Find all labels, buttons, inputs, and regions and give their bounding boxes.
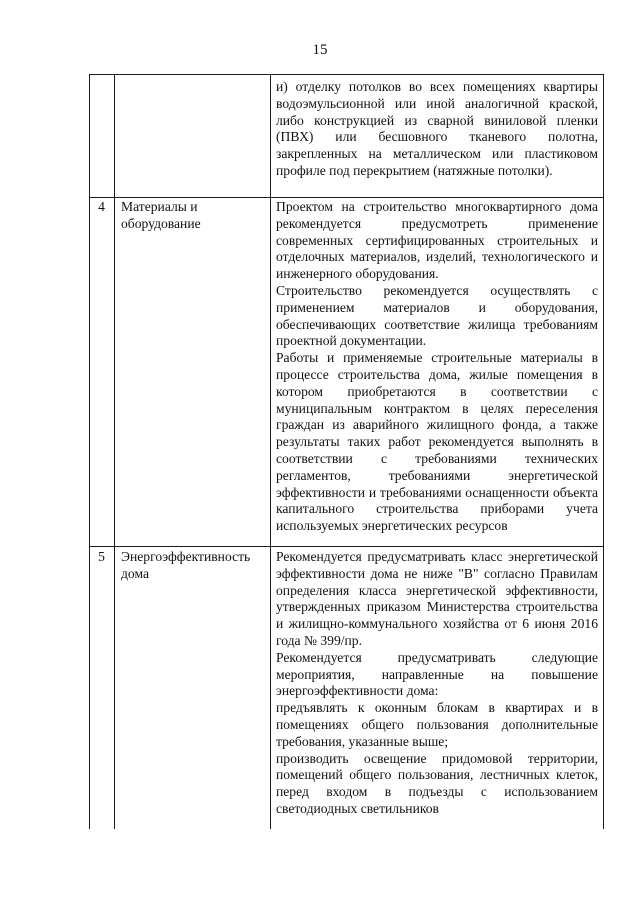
row-paragraph: предъявлять к оконным блокам в квартирах и в помещениях общего пользования дополнительные требования, указанные выше; [276, 700, 598, 749]
row-name: Материалы и оборудование [121, 199, 201, 231]
table-row [276, 199, 598, 535]
row-divider [89, 546, 604, 547]
row-paragraph: Рекомендуется предусматривать класс энергетической эффективности дома не ниже "В" согласно Правилам определения класса энергетической эффективности, утвержденных приказом Министерства строительства и жилищно-коммунального хозяйства от 6 июня 2016 года № 399/пр. [276, 549, 598, 648]
table-border-right [603, 74, 604, 829]
row-paragraph: Проектом на строительство многоквартирного дома рекомендуется предусмотреть применение современных сертифицированных строительных и отделочных материалов, изделий, технологического и инженерного оборудования. [276, 199, 598, 282]
row-paragraph: Работы и применяемые строительные материалы в процессе строительства дома, жилые помещения в котором приобретаются в соответствии с муниципальным контрактом в целях переселения граждан из аварийного жилищного фонда, а также результаты таких работ рекомендуется выполнять в соответствии с требованиями технических регламентов, требованиями энергетической эффективности и требованиями оснащенности объекта капитального строительства приборами учета используемых энергетических ресурсов [276, 350, 598, 534]
column-divider-num [114, 74, 115, 829]
row-paragraph: производить освещение придомовой территории, помещений общего пользования, лестничных клеток, перед входом в подъезды с использованием светодиодных светильников [276, 750, 598, 816]
table-row [276, 549, 598, 818]
table-row [276, 79, 598, 180]
table-border-top [89, 74, 604, 75]
row-paragraph: Строительство рекомендуется осуществлять с применением материалов и оборудования, обеспечивающих соответствие жилища требованиям проектной документации. [276, 282, 598, 349]
row-divider [89, 197, 604, 198]
row-number: 5 [98, 549, 105, 564]
row-number: 4 [98, 199, 105, 214]
requirements-table [89, 74, 604, 829]
row-name: Энергоэффективность дома [121, 549, 251, 581]
page-number: 15 [312, 42, 328, 58]
row-paragraph: и) отделку потолков во всех помещениях квартиры водоэмульсионной или иной аналогичной краской, либо конструкцией из сварной виниловой пленки (ПВХ) или бесшовного тканевого полотна, закрепленных на металлическом или пластиковом профиле под перекрытием (натяжные потолки). [276, 79, 598, 178]
column-divider-name [270, 74, 271, 829]
table-border-left [89, 74, 90, 829]
row-paragraph: Рекомендуется предусматривать следующие мероприятия, направленные на повышение энергоэффективности дома: [276, 649, 598, 699]
